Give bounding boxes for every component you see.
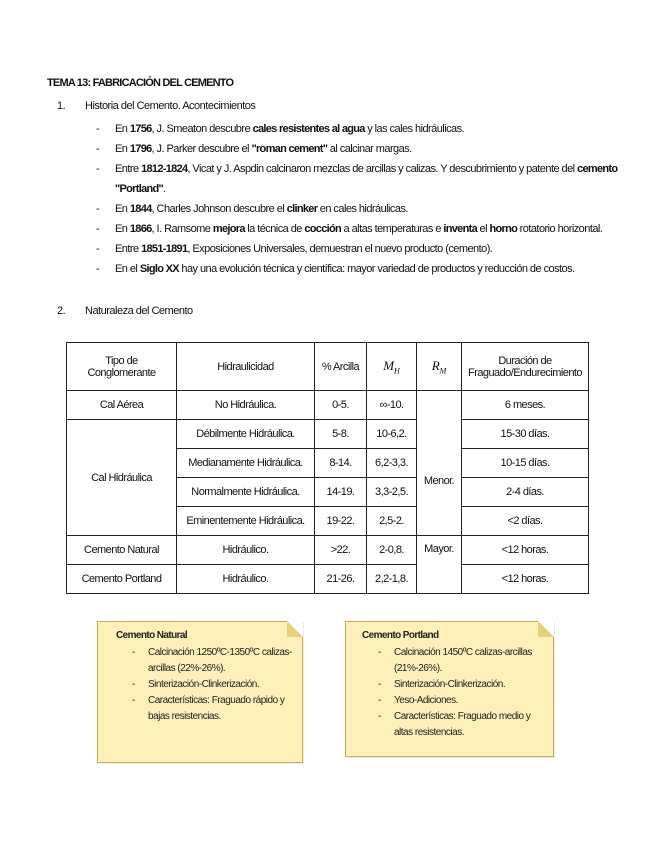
cell-hidraulicidad: Débilmente Hidráulica. xyxy=(177,420,315,449)
note-title: Cemento Natural xyxy=(116,630,188,641)
list-item xyxy=(378,709,546,741)
list-item xyxy=(378,693,546,709)
list-item xyxy=(132,693,294,725)
section-label: Naturaleza del Cemento xyxy=(85,305,193,317)
list-item xyxy=(96,239,636,259)
cell-duracion: <12 horas. xyxy=(462,565,589,594)
cell-tipo: Cemento Portland xyxy=(67,565,177,594)
dash-bullet: - xyxy=(96,223,100,235)
item-text: , J. Smeaton descubre xyxy=(151,123,253,135)
item-text: En xyxy=(115,123,130,135)
cell-tipo: Cal Aérea xyxy=(67,391,177,420)
header-text: Fraguado/Endurecimiento xyxy=(468,366,582,379)
dash-bullet: - xyxy=(378,711,381,722)
item-text: En xyxy=(115,143,130,155)
item-text: rotatorio horizontal. xyxy=(517,223,603,235)
cell-hidraulicidad: Normalmente Hidráulica. xyxy=(177,478,315,507)
math-symbol: M xyxy=(383,357,395,373)
rm-value: Mayor. xyxy=(424,543,454,555)
dash-bullet: - xyxy=(132,695,135,706)
rm-value: Menor. xyxy=(423,475,455,487)
table-row xyxy=(67,391,589,420)
header-text: Duración de xyxy=(498,354,552,367)
list-item xyxy=(132,677,294,693)
item-text: al calcinar margas. xyxy=(327,143,412,155)
dash-bullet: - xyxy=(378,647,381,658)
cell-mh: 2,2-1,8. xyxy=(367,565,417,594)
note-text: Calcinación 1250ºC-1350ºC calizas-arcillas (22%-26%). xyxy=(148,647,292,674)
note-cemento-natural xyxy=(97,621,303,763)
item-text: , I. Ramsome xyxy=(151,223,213,235)
item-bold: horno xyxy=(489,223,518,235)
table-row xyxy=(67,565,589,594)
dash-bullet: - xyxy=(378,679,381,690)
math-subscript: H xyxy=(394,366,400,376)
cell-mh: 6,2-3,3. xyxy=(367,449,417,478)
cell-mh: 2-0,8. xyxy=(367,536,417,565)
dash-bullet: - xyxy=(378,695,381,706)
cell-mh: 3,3-2,5. xyxy=(367,478,417,507)
item-text: Entre xyxy=(115,163,142,175)
item-text: , J. Parker descubre el xyxy=(151,143,252,155)
header-mh xyxy=(367,343,417,391)
item-text: . xyxy=(163,183,166,195)
item-bold: cales resistentes al agua xyxy=(252,123,365,135)
cell-hidraulicidad: No Hidráulica. xyxy=(177,391,315,420)
history-list xyxy=(96,119,636,279)
item-bold: clinker xyxy=(286,203,318,215)
header-tipo xyxy=(67,343,177,391)
item-text: hay una evolución técnica y científica: mayor variedad de productos y reducción de costos. xyxy=(178,263,575,275)
cement-nature-table xyxy=(66,342,589,594)
list-item xyxy=(378,677,546,693)
item-text: En xyxy=(115,203,130,215)
cell-arcilla: 21-26. xyxy=(315,565,367,594)
note-cemento-portland xyxy=(345,621,554,757)
item-bold: 1812-1824 xyxy=(141,163,188,175)
header-rm xyxy=(417,343,462,391)
item-text: la técnica de xyxy=(244,223,305,235)
table-row xyxy=(67,420,589,449)
cell-hidraulicidad: Hidráulico. xyxy=(177,536,315,565)
cell-rm-mayor xyxy=(417,536,462,594)
cell-hidraulicidad: Medianamente Hidráulica. xyxy=(177,449,315,478)
item-text: En el xyxy=(115,263,140,275)
table-header-row xyxy=(67,343,589,391)
item-text: En xyxy=(115,223,130,235)
cell-tipo: Cal Hidráulica xyxy=(67,420,177,536)
cell-duracion: <12 horas. xyxy=(462,536,589,565)
note-title: Cemento Portland xyxy=(362,630,439,641)
header-duracion xyxy=(462,343,589,391)
item-bold: "roman cement" xyxy=(251,143,328,155)
cell-arcilla: >22. xyxy=(315,536,367,565)
cell-arcilla: 19-22. xyxy=(315,507,367,536)
header-text: Conglomerante xyxy=(87,366,156,379)
list-item xyxy=(132,645,294,677)
item-text: en cales hidráulicas. xyxy=(317,203,408,215)
item-bold: 1756 xyxy=(129,123,152,135)
dash-bullet: - xyxy=(96,163,100,175)
cell-arcilla: 5-8. xyxy=(315,420,367,449)
cell-duracion: 10-15 días. xyxy=(462,449,589,478)
cell-duracion: 6 meses. xyxy=(462,391,589,420)
cell-duracion: 15-30 días. xyxy=(462,420,589,449)
note-text: Yeso-Adiciones. xyxy=(394,695,458,706)
item-bold: 1866 xyxy=(129,223,152,235)
dash-bullet: - xyxy=(96,123,100,135)
header-text: Tipo de xyxy=(105,354,138,367)
section-number: 2. xyxy=(57,305,66,317)
cell-mh: 2,5-2. xyxy=(367,507,417,536)
list-item xyxy=(96,159,636,199)
item-bold: mejora xyxy=(212,223,245,235)
item-bold: 1844 xyxy=(129,203,152,215)
note-text: Sinterización-Clinkerización. xyxy=(394,679,506,690)
dash-bullet: - xyxy=(132,679,135,690)
table-row xyxy=(67,536,589,565)
cell-mh: ∞-10. xyxy=(367,391,417,420)
note-text: Características: Fraguado rápido y bajas resistencias. xyxy=(148,695,285,722)
note-list xyxy=(116,645,294,725)
item-text: y las cales hidráulicas. xyxy=(364,123,465,135)
cell-hidraulicidad: Hidráulico. xyxy=(177,565,315,594)
item-text: a altas temperaturas e xyxy=(341,223,444,235)
cell-arcilla: 14-19. xyxy=(315,478,367,507)
item-bold: 1851-1891 xyxy=(141,243,188,255)
list-item xyxy=(96,259,636,279)
item-bold: cocción xyxy=(304,223,342,235)
cell-rm-menor xyxy=(417,391,462,536)
item-text: , Exposiciones Universales, demuestran el nuevo producto (cemento). xyxy=(187,243,493,255)
cell-arcilla: 0-5. xyxy=(315,391,367,420)
dash-bullet: - xyxy=(96,243,100,255)
cell-mh: 10-6,2. xyxy=(367,420,417,449)
dash-bullet: - xyxy=(96,203,100,215)
item-bold: inventa xyxy=(443,223,478,235)
cell-arcilla: 8-14. xyxy=(315,449,367,478)
item-text: Entre xyxy=(115,243,142,255)
section-label: Historia del Cemento. Acontecimientos xyxy=(85,100,256,112)
cell-duracion: <2 días. xyxy=(462,507,589,536)
math-subscript: M xyxy=(439,366,447,376)
item-bold: 1796 xyxy=(129,143,152,155)
list-item xyxy=(96,119,636,139)
item-text: , Vicat y J. Aspdin calcinaron mezclas de arcillas y calizas. Y descubrimiento y patente del xyxy=(187,163,578,175)
header-hidraulicidad: Hidraulicidad xyxy=(177,343,315,391)
item-text: , Charles Johnson descubre el xyxy=(151,203,287,215)
dash-bullet: - xyxy=(96,143,100,155)
list-item xyxy=(96,199,636,219)
item-bold: cemento "Portland" xyxy=(115,163,618,195)
list-item xyxy=(378,645,546,677)
cell-tipo: Cemento Natural xyxy=(67,536,177,565)
math-symbol: R xyxy=(431,357,440,373)
dash-bullet: - xyxy=(132,647,135,658)
header-arcilla: % Arcilla xyxy=(315,343,367,391)
list-item xyxy=(96,139,636,159)
list-item xyxy=(96,219,636,239)
document-title: TEMA 13: FABRICACIÓN DEL CEMENTO xyxy=(47,77,234,89)
note-text: Sinterización-Clinkerización. xyxy=(148,679,260,690)
cell-hidraulicidad: Eminentemente Hidráulica. xyxy=(177,507,315,536)
note-text: Características: Fraguado medio y altas resistencias. xyxy=(394,711,531,738)
section-number: 1. xyxy=(57,100,66,112)
dash-bullet: - xyxy=(96,263,100,275)
cell-duracion: 2-4 días. xyxy=(462,478,589,507)
item-text: el xyxy=(477,223,490,235)
item-bold: Siglo XX xyxy=(139,263,179,275)
note-list xyxy=(362,645,546,741)
note-text: Calcinación 1450ºC calizas-arcillas (21%-26%). xyxy=(394,647,532,674)
